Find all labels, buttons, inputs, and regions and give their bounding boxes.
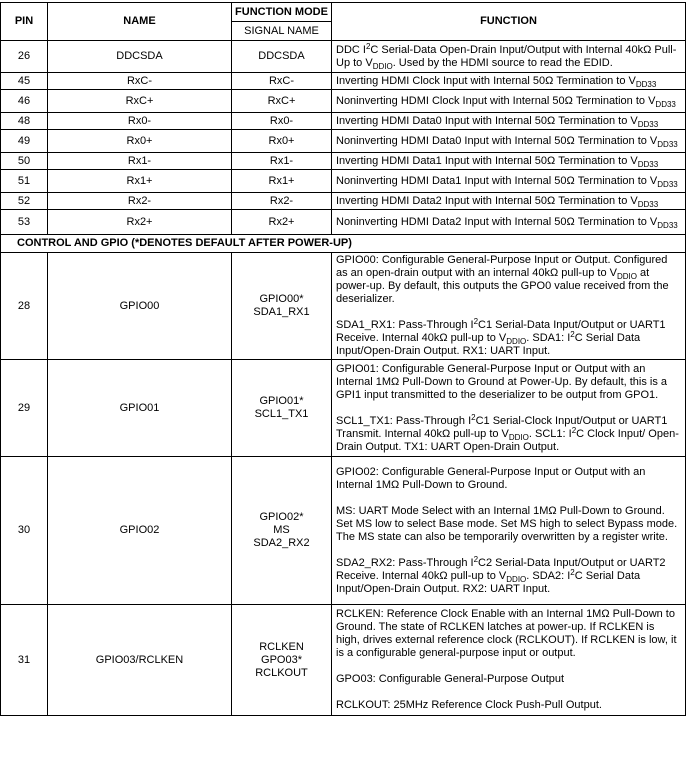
- function-paragraph: SDA2_RX2: Pass-Through $I^2C2$ Serial-Data Input/Output or UART2 Receive. Internal 40kΩ pull-up to $V_{DDIO}$. SDA2: $I^2C$ Serial Data Input/Open-Drain Output. RX2: UART Input.: [336, 554, 666, 595]
- function-description: [332, 253, 686, 360]
- section-title: CONTROL AND GPIO (*DENOTES DEFAULT AFTER POWER-UP): [1, 235, 686, 253]
- function-description: DDC $I^2C$ Serial-Data Open-Drain Input/Output with Internal 40kΩ Pull-Up to $V_{DDIO}$. Used by the HDMI source to read the EDID.: [332, 41, 686, 73]
- pin-number: 51: [1, 170, 48, 193]
- table-row: [1, 457, 686, 605]
- pin-number: 52: [1, 193, 48, 210]
- table-row: [1, 193, 686, 210]
- function-description: Noninverting HDMI Data0 Input with Internal 50Ω Termination to $V_{DD33}$: [332, 130, 686, 153]
- pin-number: 29: [1, 360, 48, 457]
- function-paragraph: SDA1_RX1: Pass-Through $I^2C1$ Serial-Data Input/Output or UART1 Receive. Internal 40kΩ pull-up to $V_{DDIO}$. SDA1: $I^2C$ Serial Data Input/Open-Drain Output. RX1: UART Input.: [336, 317, 666, 357]
- signal-name: [232, 605, 332, 716]
- pin-name: Rx0+: [48, 130, 232, 153]
- signal-name: [232, 253, 332, 360]
- signal-name: Rx0-: [232, 113, 332, 130]
- header-signal-name: SIGNAL NAME: [232, 22, 332, 41]
- table-row: [1, 90, 686, 113]
- pin-name: Rx1-: [48, 153, 232, 170]
- pin-number: 46: [1, 90, 48, 113]
- signal-name: [232, 457, 332, 605]
- function-description: Noninverting HDMI Data2 Input with Internal 50Ω Termination to $V_{DD33}$: [332, 210, 686, 235]
- pin-name: Rx2-: [48, 193, 232, 210]
- signal-name-line: GPO03*: [261, 653, 302, 666]
- function-paragraph: GPIO00: Configurable General-Purpose Input or Output. Configured as an open-drain output with an internal 40kΩ pull-up to $V_{DDIO}$ at power-up. By default, this outputs the GPO0 value received from the deserializer.: [336, 254, 669, 305]
- pin-name: RxC-: [48, 73, 232, 90]
- pin-name: Rx0-: [48, 113, 232, 130]
- pin-number: 26: [1, 41, 48, 73]
- section-row: [1, 235, 686, 253]
- pin-name: RxC+: [48, 90, 232, 113]
- signal-name-line: SDA2_RX2: [253, 537, 310, 549]
- table-row: [1, 73, 686, 90]
- pin-number: 31: [1, 605, 48, 716]
- table-row: [1, 360, 686, 457]
- function-description: [332, 457, 686, 605]
- function-description: Inverting HDMI Data0 Input with Internal 50Ω Termination to $V_{DD33}$: [332, 113, 686, 130]
- function-description: [332, 605, 686, 716]
- function-paragraph: MS: UART Mode Select with an Internal 1MΩ Pull-Down to Ground. Set MS low to select Base mode. Set MS high to select Bypass mode. The MS state can also be temporarily overwritten by a register write.: [336, 504, 678, 543]
- function-description: [332, 360, 686, 457]
- pin-name: GPIO01: [48, 360, 232, 457]
- signal-name: [232, 360, 332, 457]
- table-row: [1, 253, 686, 360]
- table-row: [1, 113, 686, 130]
- table-row: [1, 130, 686, 153]
- function-description: Inverting HDMI Data1 Input with Internal 50Ω Termination to $V_{DD33}$: [332, 153, 686, 170]
- pin-name: DDCSDA: [48, 41, 232, 73]
- function-paragraph: GPIO02: Configurable General-Purpose Input or Output with an Internal 1MΩ Pull-Down to Ground.: [336, 465, 646, 491]
- function-paragraph: SCL1_TX1: Pass-Through $I^2C1$ Serial-Clock Input/Output or UART1 Transmit. Internal 40kΩ pull-up to $V_{DDIO}$. SCL1: $I^2C$ Clock Input/ Open-Drain Output. TX1: UART Open-Drain Output.: [336, 412, 679, 453]
- signal-name-line: SDA1_RX1: [253, 306, 310, 318]
- signal-name-line: GPIO00*: [259, 293, 304, 305]
- signal-name-line: RCLKEN: [259, 640, 304, 653]
- signal-name-line: GPIO01*: [259, 395, 304, 407]
- signal-name: RxC+: [232, 90, 332, 113]
- function-description: Inverting HDMI Clock Input with Internal 50Ω Termination to $V_{DD33}$: [332, 73, 686, 90]
- pin-number: 49: [1, 130, 48, 153]
- pin-name: GPIO03/RCLKEN: [48, 605, 232, 716]
- pin-name: GPIO02: [48, 457, 232, 605]
- pin-name: GPIO00: [48, 253, 232, 360]
- table-row: [1, 41, 686, 73]
- signal-name: Rx1+: [232, 170, 332, 193]
- function-paragraph: RCLKEN: Reference Clock Enable with an Internal 1MΩ Pull-Down to Ground. The state of RCLKEN latches at power-up. If RCLKEN is high, drives external reference clock (RCLKOUT). If RCLKEN is low, it is a configurable general-purpose input or output.: [336, 608, 677, 659]
- table-row: [1, 605, 686, 716]
- pin-description-table: [0, 2, 686, 716]
- signal-name: Rx1-: [232, 153, 332, 170]
- function-paragraph: RCLKOUT: 25MHz Reference Clock Push-Pull Output.: [336, 699, 602, 711]
- signal-name-line: GPIO02*: [259, 511, 304, 523]
- pin-number: 50: [1, 153, 48, 170]
- signal-name-line: SCL1_TX1: [254, 408, 309, 420]
- function-paragraph: GPIO01: Configurable General-Purpose Input or Output with an Internal 1MΩ Pull-Down to Ground at Power-Up. By default, this is a GPI1 input transmitted to the deserializer to be output from GPO1.: [336, 362, 668, 401]
- pin-number: 45: [1, 73, 48, 90]
- signal-name-line: MS: [273, 524, 290, 536]
- signal-name-line: RCLKOUT: [255, 666, 308, 679]
- pin-name: Rx1+: [48, 170, 232, 193]
- signal-name: RxC-: [232, 73, 332, 90]
- signal-name: Rx0+: [232, 130, 332, 153]
- header-pin: PIN: [1, 3, 48, 41]
- pin-name: Rx2+: [48, 210, 232, 235]
- table-row: [1, 170, 686, 193]
- function-description: Inverting HDMI Data2 Input with Internal 50Ω Termination to $V_{DD33}$: [332, 193, 686, 210]
- table-row: [1, 153, 686, 170]
- header-function-mode: FUNCTION MODE: [232, 3, 332, 22]
- function-paragraph: GPO03: Configurable General-Purpose Output: [336, 673, 565, 685]
- function-description: Noninverting HDMI Clock Input with Internal 50Ω Termination to $V_{DD33}$: [332, 90, 686, 113]
- header-function: FUNCTION: [332, 3, 686, 41]
- signal-name: DDCSDA: [232, 41, 332, 73]
- pin-number: 48: [1, 113, 48, 130]
- pin-number: 30: [1, 457, 48, 605]
- function-description: Noninverting HDMI Data1 Input with Internal 50Ω Termination to $V_{DD33}$: [332, 170, 686, 193]
- pin-number: 28: [1, 253, 48, 360]
- signal-name: Rx2-: [232, 193, 332, 210]
- signal-name: Rx2+: [232, 210, 332, 235]
- pin-number: 53: [1, 210, 48, 235]
- header-name: NAME: [48, 3, 232, 41]
- table-row: [1, 210, 686, 235]
